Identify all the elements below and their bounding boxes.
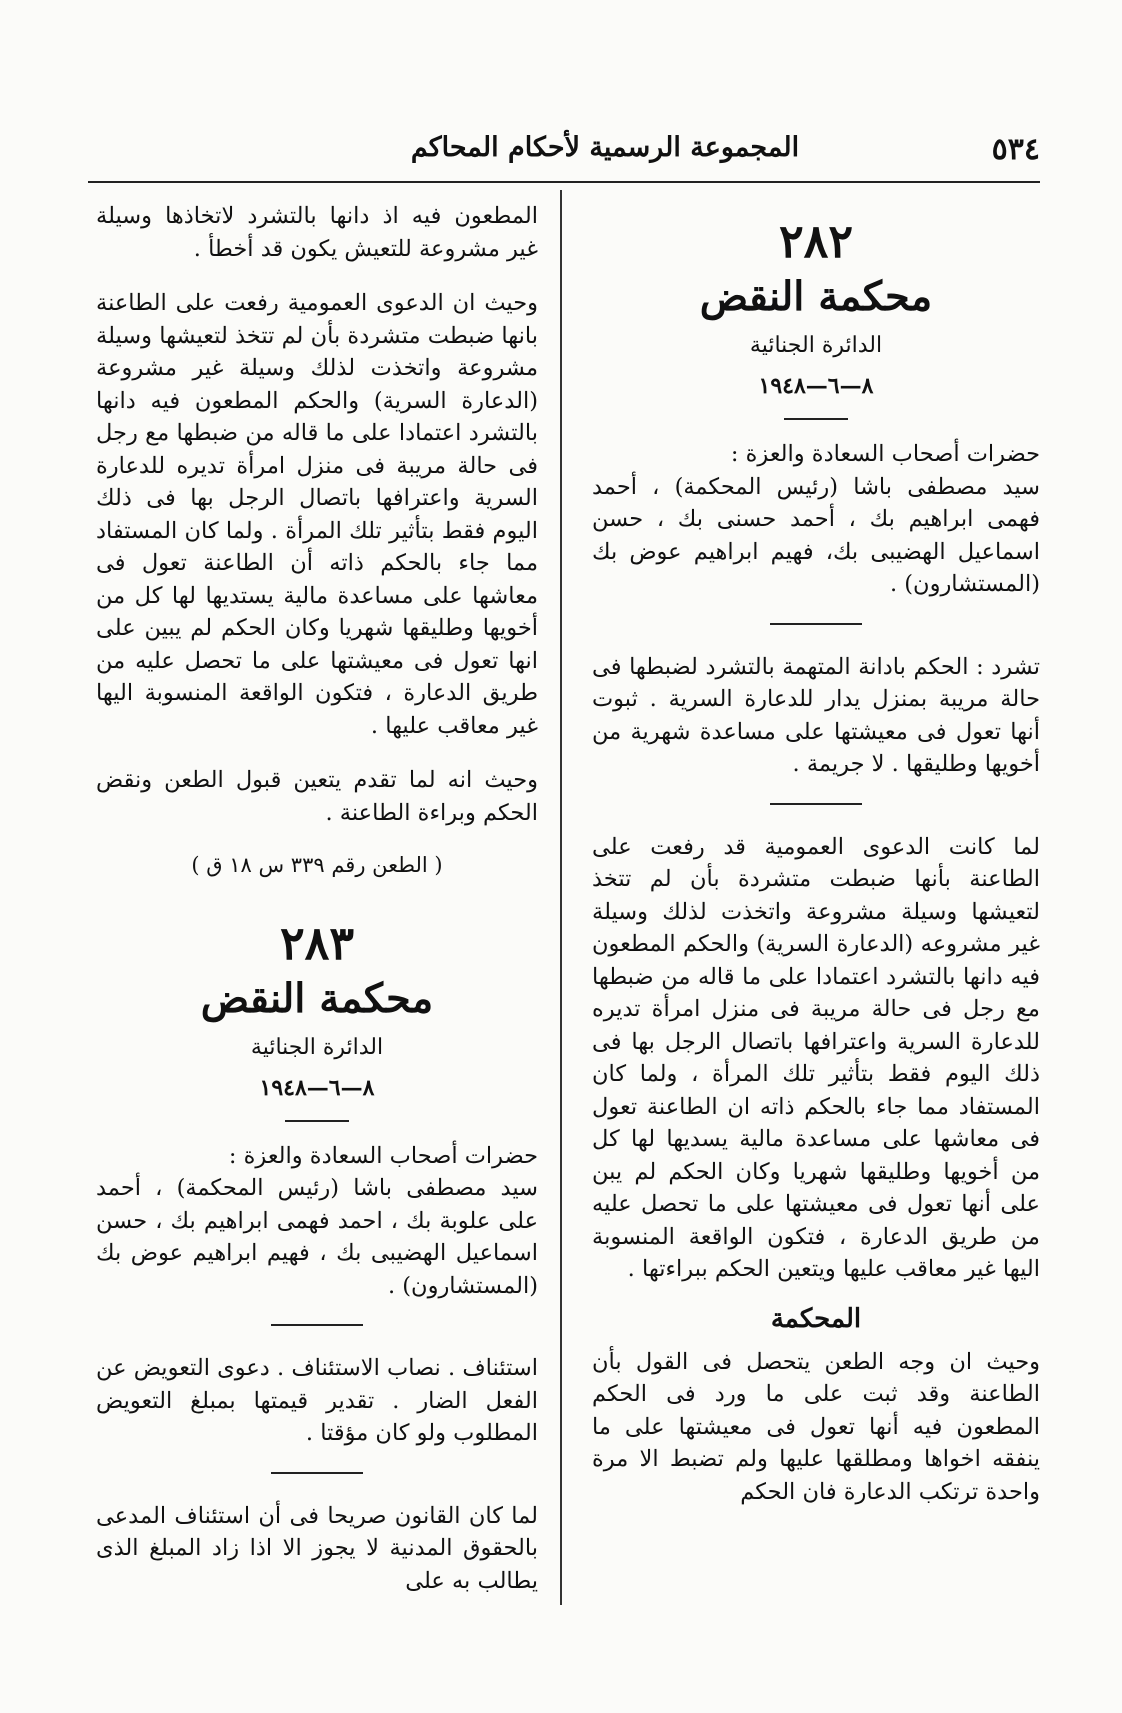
case-summary: تشرد : الحكم بادانة المتهمة بالتشرد لضبطها فى حالة مريبة بمنزل يدار للدعارة السرية . ثبوت أنها تعول فى معيشتها على مساعدة شهرية من أخويها وطليقها . لا جريمة .	[592, 653, 1040, 777]
divider	[770, 623, 862, 625]
running-title: المجموعة الرسمية لأحكام المحاكم	[410, 132, 800, 163]
court-conclusion: وحيث انه لما تقدم يتعين قبول الطعن ونقض الحكم وبراءة الطاعنة .	[96, 767, 538, 826]
court-reasoning: وحيث ان وجه الطعن يتحصل فى القول بأن الطاعنة وقد ثبت على ما ورد فى الحكم المطعون فيه أنها تعول فى معيشتها على ما ينفقه اخواها ومطلقها عليها ولم تضبط الا مرة واحدة ترتكب الدعارة فان الحكم	[592, 1348, 1040, 1505]
court-name: محكمة النقض	[699, 273, 933, 320]
decision-date: ٨—٦—١٩٤٨	[259, 1074, 375, 1101]
case-number: ٢٨٣	[279, 915, 355, 970]
bench-intro: حضرات أصحاب السعادة والعزة :	[228, 1142, 538, 1169]
right-column	[592, 200, 1040, 1508]
circuit-name: الدائرة الجنائية	[749, 333, 883, 358]
left-column	[96, 200, 538, 1597]
case-facts: لما كان القانون صريحا فى أن استئناف المدعى بالحقوق المدنية لا يجوز الا اذا زاد المبلغ الذى يطالب به على	[96, 1502, 539, 1594]
bench-members: سيد مصطفى باشا (رئيس المحكمة) ، أحمد على علوبة بك ، احمد فهمى ابراهيم بك ، حسن اسماعيل الهضيبى بك ، فهيم ابراهيم عوض بك (المستشارون) .	[96, 1175, 538, 1299]
case-number: ٢٨٢	[778, 214, 854, 268]
divider	[784, 418, 848, 420]
header-rule	[88, 181, 1040, 183]
circuit-name: الدائرة الجنائية	[250, 1034, 384, 1060]
divider	[271, 1324, 363, 1326]
court-reasoning: وحيث ان الدعوى العمومية رفعت على الطاعنة بانها ضبطت متشردة بأن لم تتخذ لتعيشها وسيلة مشروعة واتخذت لذلك وسيلة غير مشروعة (الدعارة السرية) والحكم المطعون فيه دانها بالتشرد اعتمادا على ما قاله من ضبطها مع رجل فى حالة مريبة فى منزل امرأة تديره للدعارة السرية واعترافها باتصال الرجل بها فى ذلك اليوم فقط بتأثير تلك المرأة . ولما كان المستفاد مما جاء بالحكم ذاته أن الطاعنة تعول فى معاشها على مساعدة مالية يستديها لها كل من أخويها وطليقها شهريا وكان الحكم لم يبين على انها تعول فى معيشتها على ما تحصل عليه من طريق الدعارة ، فتكون الواقعة المنسوبة اليها غير معاقب عليها .	[96, 290, 538, 739]
bench-members: سيد مصطفى باشا (رئيس المحكمة) ، أحمد فهمى ابراهيم بك ، أحمد حسنى بك ، حسن اسماعيل الهضيبى بك، فهيم ابراهيم عوض بك (المستشارون) .	[592, 473, 1040, 597]
bench-intro: حضرات أصحاب السعادة والعزة :	[730, 441, 1040, 467]
divider	[271, 1472, 363, 1474]
divider	[285, 1120, 349, 1122]
divider	[770, 803, 862, 805]
continuation-text: المطعون فيه اذ دانها بالتشرد لاتخاذها وسيلة غير مشروعة للتعيش يكون قد أخطأ .	[96, 203, 538, 262]
page-header	[85, 132, 1040, 172]
appeal-reference: ( الطعن رقم ٣٣٩ س ١٨ ق )	[191, 853, 443, 877]
court-name: محكمة النقض	[200, 974, 434, 1022]
court-heading: المحكمة	[770, 1303, 862, 1334]
page-number: ٥٣٤	[991, 132, 1040, 167]
case-facts: لما كانت الدعوى العمومية قد رفعت على الطاعنة بأنها ضبطت متشردة بأن لم تتخذ لتعيشها وسيلة مشروعة واتخذت لذلك وسيلة غير مشروعه (الدعارة السرية) والحكم المطعون فيه دانها بالتشرد اعتمادا على ما قاله من ضبطها مع رجل فى حالة مريبة فى منزل امرأة تديره للدعارة السرية واعترافها باتصال الرجل بها فى ذلك اليوم فقط بتأثير تلك المرأة ، ولما كان المستفاد مما جاء بالحكم ذاته ان الطاعنة تعول فى معاشها على مساعدة مالية يسديها لها كل من أخويها وطليقها شهريا وكان الحكم لم يبن على أنها تعول فى معيشتها على ما تحصل عليه من طريق الدعارة ، فتكون الواقعة المنسوبة اليها غير معاقب عليها ويتعين الحكم ببراءتها .	[592, 833, 1040, 1282]
decision-date: ٨—٦—١٩٤٨	[758, 373, 874, 399]
case-summary: استئناف . نصاب الاستئناف . دعوى التعويض عن الفعل الضار . تقدير قيمتها بمبلغ التعويض المطلوب ولو كان مؤقتا .	[96, 1355, 538, 1446]
column-divider	[560, 190, 562, 1605]
